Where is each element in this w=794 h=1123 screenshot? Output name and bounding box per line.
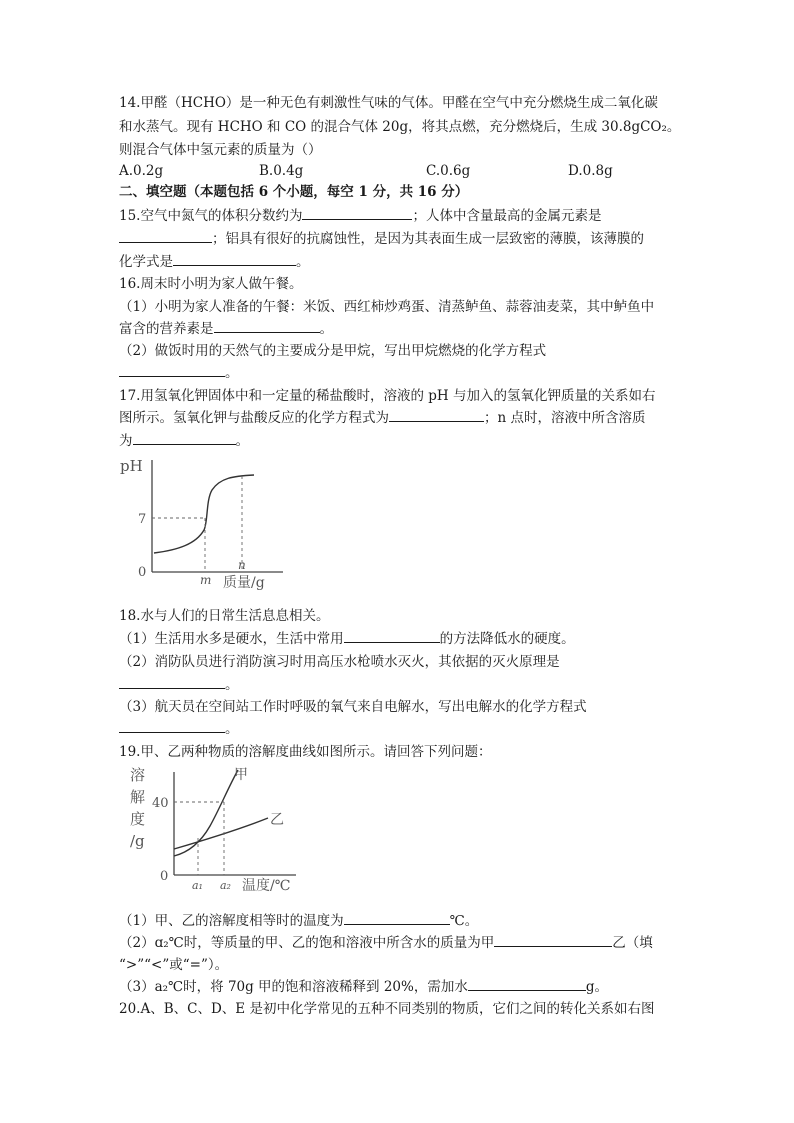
solubility-chart — [128, 762, 310, 898]
q14-line-2: 和水蒸气。现有 HCHO 和 CO 的混合气体 20g，将其点燃，充分燃烧后，生成 30.8gCO₂。 — [119, 119, 681, 135]
q19-text-6: g。 — [585, 979, 609, 995]
ph-y-tick-7: 7 — [138, 512, 147, 527]
q17-blank-2[interactable] — [133, 430, 236, 445]
q18-line-5: （3）航天员在空间站工作时呼吸的氧气来自电解水，写出电解水的化学方程式 — [119, 699, 587, 715]
q15-blank-1[interactable] — [302, 205, 412, 220]
q16-end-1: 。 — [319, 321, 333, 337]
q19-part-1 — [119, 910, 679, 932]
q17-end: 。 — [235, 433, 249, 449]
q19-part-2-cont: “>”“<”或“=”）。 — [119, 957, 229, 973]
q14-option-d: D.0.8g — [568, 163, 613, 179]
q18-blank-3[interactable] — [119, 718, 225, 733]
sol-y-label-2: 解 — [130, 788, 146, 806]
q16-blank-1[interactable] — [214, 318, 320, 333]
q16-text-1: 富含的营养素是 — [119, 321, 214, 337]
q15-text-3: ；铝具有很好的抗腐蚀性，是因为其表面生成一层致密的薄膜，该薄膜的 — [212, 231, 644, 247]
q15-end: 。 — [296, 254, 310, 270]
sol-y-tick-40: 40 — [152, 796, 169, 811]
q18-line-1: 18.水与人们的日常生活息息相关。 — [119, 608, 330, 624]
q19-text-1: （1）甲、乙的溶解度相等时的温度为 — [119, 913, 344, 929]
ph-origin: 0 — [138, 565, 147, 580]
q15-text-4: 化学式是 — [119, 254, 173, 270]
q17-text-3: 为 — [119, 433, 133, 449]
q17-blank-1[interactable] — [389, 407, 484, 422]
q18-line-4 — [119, 674, 679, 696]
q19-part-3 — [119, 976, 679, 998]
q19-text-4: 乙（填 — [612, 935, 653, 951]
sol-y-label-3: 度 — [130, 810, 146, 828]
sol-y-label-4: /g — [130, 832, 145, 850]
q19-blank-3[interactable] — [468, 976, 586, 991]
sol-a2-label: a₂ — [220, 879, 231, 892]
sol-series-jia: 甲 — [234, 767, 248, 783]
q19-blank-2[interactable] — [494, 932, 612, 947]
q19-text-2: ℃。 — [449, 913, 479, 929]
q16-line-2: （1）小明为家人准备的午餐：米饭、西红柿炒鸡蛋、清蒸鲈鱼、蒜蓉油麦菜，其中鲈鱼中 — [119, 299, 655, 315]
q17-text-2: ；n 点时，溶液中所含溶质 — [484, 410, 646, 426]
sol-x-label: 温度/℃ — [242, 878, 291, 894]
sol-a1-label: a₁ — [192, 879, 203, 892]
q15-line-3 — [119, 251, 679, 273]
q20-line-1: 20.A、B、C、D、E 是初中化学常见的五种不同类别的物质，它们之间的转化关系如右图 — [119, 1001, 655, 1017]
q14-option-b: B.0.4g — [259, 163, 304, 179]
q18-line-3: （2）消防队员进行消防演习时用高压水枪喷水灭火，其依据的灭火原理是 — [119, 654, 560, 670]
sol-origin: 0 — [160, 869, 169, 884]
ph-n-label: n — [238, 558, 246, 572]
q17-text-1: 图所示。氢氧化钾与盐酸反应的化学方程式为 — [119, 410, 389, 426]
ph-y-label: pH — [120, 457, 143, 475]
q18-end-1: 。 — [225, 677, 239, 693]
ph-curve — [154, 475, 254, 553]
section-2-title: 二、填空题（本题包括 6 个小题，每空 1 分，共 16 分） — [119, 184, 469, 200]
ph-x-label: 质量/g — [223, 575, 265, 591]
q15-line-1 — [119, 205, 679, 227]
q15-line-2 — [119, 228, 679, 250]
q18-text-2: 的方法降低水的硬度。 — [439, 631, 575, 647]
q18-end-2: 。 — [225, 721, 239, 737]
q17-line-2 — [119, 407, 679, 429]
q16-line-1: 16.周末时小明为家人做午餐。 — [119, 276, 303, 292]
q19-part-2 — [119, 932, 679, 954]
q14-option-a: A.0.2g — [119, 163, 164, 179]
q18-line-6 — [119, 718, 679, 740]
q19-line-1: 19.甲、乙两种物质的溶解度曲线如图所示。请回答下列问题： — [119, 744, 492, 760]
sol-series-yi: 乙 — [270, 812, 284, 828]
q19-blank-1[interactable] — [344, 910, 450, 925]
q19-text-5: （3）a₂℃时，将 70g 甲的饱和溶液稀释到 20%，需加水 — [119, 979, 468, 995]
q17-line-1: 17.用氢氧化钾固体中和一定量的稀盐酸时，溶液的 pH 与加入的氢氧化钾质量的关系如右 — [119, 388, 656, 404]
q15-blank-2[interactable] — [119, 228, 212, 243]
q16-line-5 — [119, 362, 679, 384]
q18-blank-2[interactable] — [119, 674, 225, 689]
q18-line-2 — [119, 628, 679, 650]
q14-option-c: C.0.6g — [426, 163, 471, 179]
ph-chart — [118, 452, 293, 594]
sol-curve-yi — [174, 818, 268, 849]
q14-line-3: 则混合气体中氢元素的质量为（） — [119, 142, 322, 158]
ph-m-label: m — [200, 573, 212, 587]
q15-text-1: 15.空气中氮气的体积分数约为 — [119, 208, 303, 224]
q19-text-3: （2）ɑ₂℃时，等质量的甲、乙的饱和溶液中所含水的质量为甲 — [119, 935, 495, 951]
q18-text-1: （1）生活用水多是硬水，生活中常用 — [119, 631, 344, 647]
q14-line-1: 14.甲醛（HCHO）是一种无色有刺激性气味的气体。甲醛在空气中充分燃烧生成二氧化碳 — [119, 95, 658, 111]
q16-line-3 — [119, 318, 679, 340]
q18-blank-1[interactable] — [344, 628, 440, 643]
sol-y-label-1: 溶 — [130, 766, 146, 784]
q16-blank-2[interactable] — [119, 362, 225, 377]
sol-curve-jia — [174, 770, 238, 856]
q16-end-2: 。 — [225, 365, 239, 381]
q17-line-3 — [119, 430, 679, 452]
q16-line-4: （2）做饭时用的天然气的主要成分是甲烷，写出甲烷燃烧的化学方程式 — [119, 343, 547, 359]
q15-blank-3[interactable] — [173, 251, 296, 266]
q15-text-2: ；人体中含量最高的金属元素是 — [412, 208, 602, 224]
